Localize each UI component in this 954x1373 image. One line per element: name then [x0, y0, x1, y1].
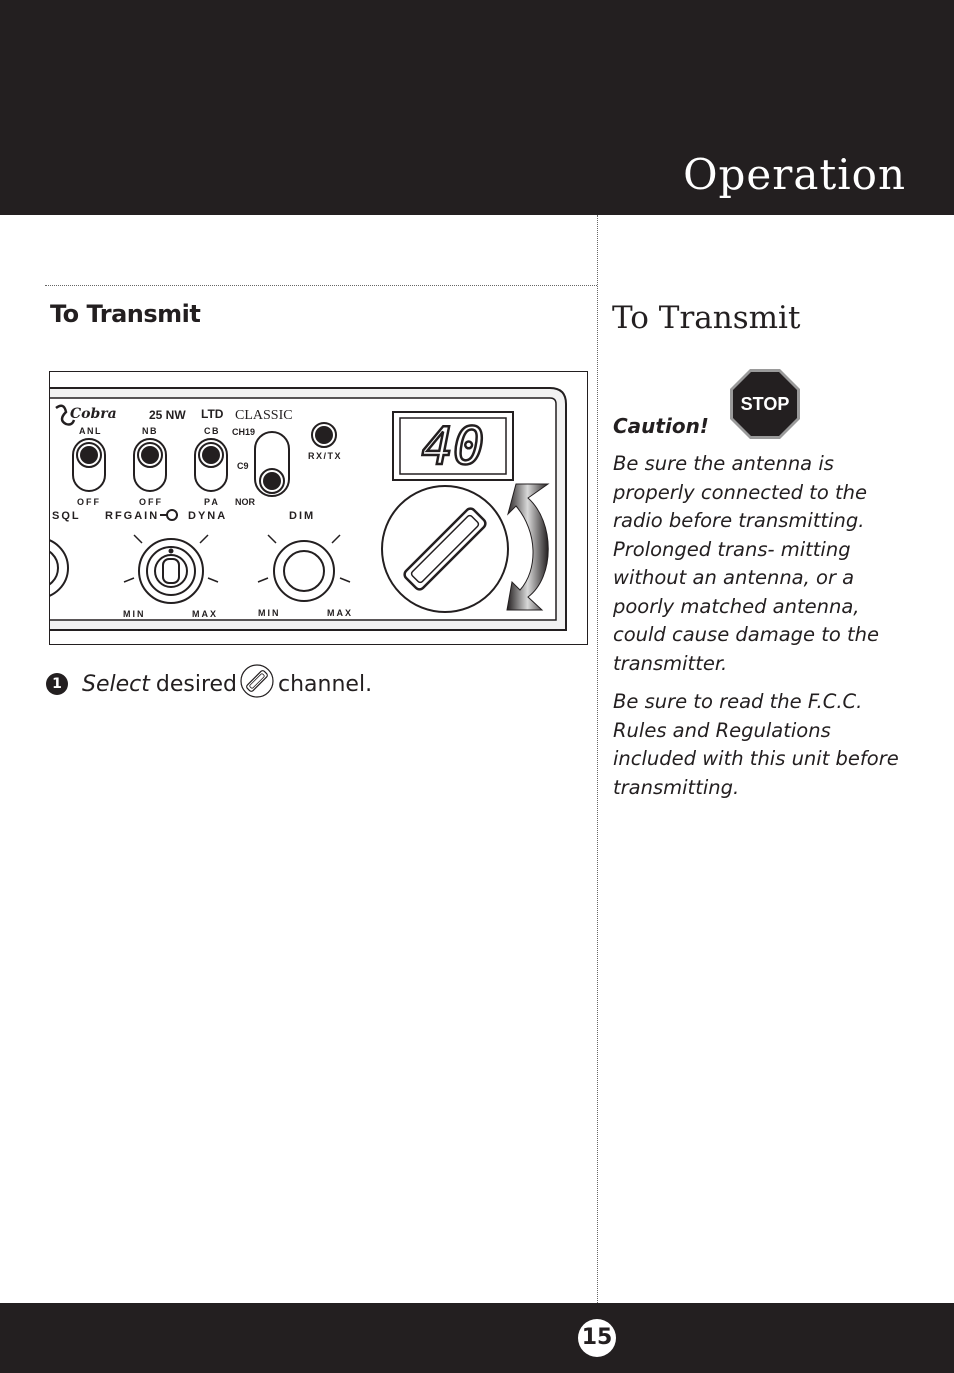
left-heading: To Transmit	[50, 300, 201, 328]
rfgain-min-label: MIN	[123, 609, 146, 619]
c9-label: C9	[237, 461, 249, 471]
dim-max-label: MAX	[327, 608, 353, 618]
caution-paragraph-1: Be sure the antenna is properly connected to the radio before transmitting. Prolonged trans- mitting without an antenna, or a poorly matched antenna, could cause damage to the transmitter.	[613, 452, 880, 675]
channel-knob-icon	[240, 664, 274, 704]
caution-paragraph-2: Be sure to read the F.C.C. Rules and Regulations included with this unit before transmitting.	[613, 690, 899, 799]
display-digits: 40	[421, 417, 485, 477]
right-heading: To Transmit	[612, 300, 801, 336]
step-text-after: channel.	[278, 671, 373, 697]
caution-body	[613, 450, 913, 812]
channel-selector-knob[interactable]	[382, 486, 508, 612]
sql-label: SQL	[52, 510, 81, 522]
classic-text: CLASSIC	[235, 408, 293, 423]
radio-front-panel	[50, 372, 587, 644]
page-number: 15	[578, 1319, 616, 1357]
column-divider	[597, 215, 598, 1303]
dim-min-label: MIN	[258, 608, 281, 618]
switch-nb-top: NB	[142, 426, 158, 436]
switch-anl-bottom: OFF	[77, 497, 101, 507]
rxtx-label: RX/TX	[308, 451, 343, 461]
heading-divider	[45, 285, 597, 286]
dyna-label: DYNA	[188, 510, 228, 522]
step-1	[46, 664, 372, 704]
channel-display	[393, 412, 513, 480]
step-emphasis: Select	[82, 671, 150, 697]
page-footer	[0, 1303, 954, 1373]
model-text: 25 NW	[149, 408, 186, 422]
step-number: 1	[46, 673, 68, 695]
caution-label: Caution!	[613, 414, 709, 438]
nor-label: NOR	[235, 497, 255, 507]
rfgain-max-label: MAX	[192, 609, 218, 619]
ch19-label: CH19	[232, 427, 256, 437]
dim-label: DIM	[289, 510, 316, 522]
page-header	[0, 0, 954, 215]
step-text-before: desired	[155, 671, 238, 697]
stop-sign-icon	[728, 367, 802, 445]
switch-nb-bottom: OFF	[139, 497, 163, 507]
ltd-text: LTD	[201, 407, 224, 421]
stop-text: STOP	[740, 394, 790, 414]
section-title: Operation	[683, 150, 906, 199]
radio-illustration	[49, 371, 588, 645]
switch-pa-bottom: PA	[204, 497, 220, 507]
brand-text: Cobra	[70, 406, 117, 422]
switch-anl-top: ANL	[79, 426, 102, 436]
switch-cb-top: CB	[204, 426, 220, 436]
rfgain-label: RFGAIN	[105, 510, 160, 522]
